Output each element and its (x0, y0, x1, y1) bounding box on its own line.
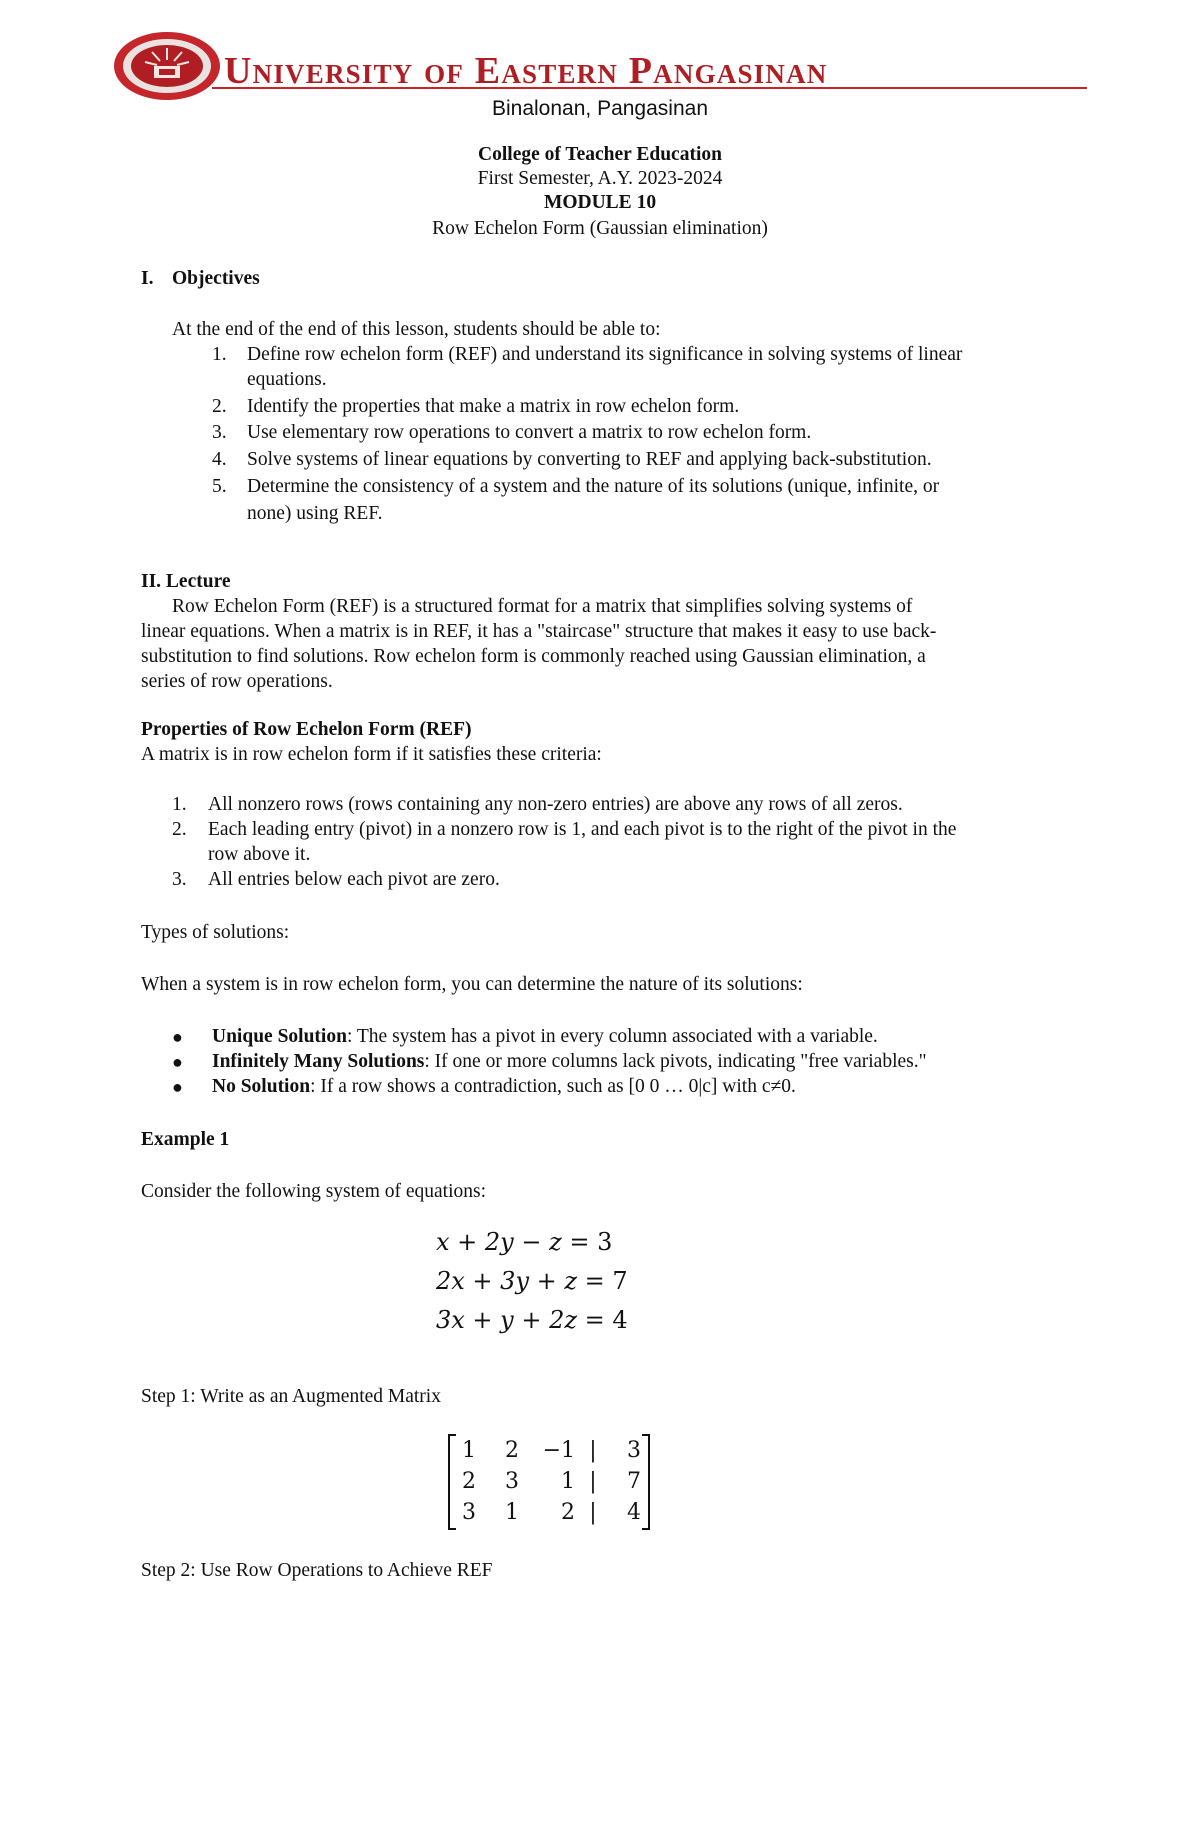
equation-lhs: 3x + y + 2z (436, 1306, 578, 1334)
matrix-cell: −1 (542, 1438, 575, 1463)
equation: 3x + y + 2z = 4 (436, 1306, 628, 1334)
matrix-cell: 2 (505, 1438, 519, 1463)
step-1-label: Step 1: Write as an Augmented Matrix (141, 1386, 441, 1407)
solution-item (212, 1025, 878, 1049)
matrix-row (460, 1466, 641, 1497)
properties-intro: A matrix is in row echelon form if it satisfies these criteria: (141, 744, 602, 765)
objective-text: Use elementary row operations to convert a matrix to row echelon form. (247, 422, 812, 443)
property-number: 3. (172, 869, 187, 890)
solution-description: : If one or more columns lack pivots, indicating "free variables." (424, 1051, 927, 1072)
solution-item (212, 1050, 927, 1074)
matrix-cell: 1 (505, 1500, 519, 1525)
equation: x + 2y − z = 3 (436, 1228, 613, 1256)
objective-text: Solve systems of linear equations by converting to REF and applying back-substitution. (247, 449, 932, 470)
solution-types-intro: When a system is in row echelon form, you can determine the nature of its solutions: (141, 974, 803, 995)
matrix-cell: 2 (561, 1500, 575, 1525)
objective-number: 4. (212, 449, 227, 470)
matrix-separator: | (589, 1469, 597, 1494)
objective-text: Define row echelon form (REF) and understand its significance in solving systems of linear (247, 344, 963, 365)
objectives-number: I. (141, 268, 154, 289)
lecture-paragraph-line: linear equations. When a matrix is in REF, it has a "staircase" structure that makes it easy to use back- (141, 621, 937, 642)
matrix-cell: 7 (627, 1469, 641, 1494)
university-header (0, 0, 1200, 120)
solution-term: Infinitely Many Solutions (212, 1051, 425, 1072)
university-location: Binalonan, Pangasinan (491, 97, 708, 120)
objective-text: Determine the consistency of a system and the nature of its solutions (unique, infinite, or (247, 476, 940, 497)
equation-rhs: 4 (612, 1306, 628, 1334)
objective-text: Identify the properties that make a matrix in row echelon form. (247, 396, 740, 417)
matrix-cell: 4 (627, 1500, 641, 1525)
semester: First Semester, A.Y. 2023-2024 (477, 168, 723, 189)
property-text: Each leading entry (pivot) in a nonzero row is 1, and each pivot is to the right of the pivot in the (208, 819, 957, 840)
objectives-heading: Objectives (172, 268, 260, 289)
solution-item (212, 1075, 796, 1099)
property-number: 1. (172, 794, 187, 815)
matrix-separator: | (589, 1438, 597, 1463)
solution-description: : The system has a pivot in every column associated with a variable. (346, 1026, 878, 1047)
solution-term: No Solution (212, 1076, 311, 1097)
matrix-cell: 3 (505, 1469, 519, 1494)
example-intro: Consider the following system of equations: (141, 1181, 487, 1202)
bullet-icon: ● (172, 1052, 183, 1072)
module-topic: Row Echelon Form (Gaussian elimination) (432, 218, 768, 239)
module-number: MODULE 10 (543, 192, 657, 213)
matrix-grid (460, 1435, 641, 1528)
solution-term: Unique Solution (212, 1026, 347, 1047)
equation-lhs: 2x + 3y + z (436, 1267, 578, 1295)
objective-text: equations. (247, 369, 327, 390)
matrix-cell: 3 (627, 1438, 641, 1463)
equation-rhs: 3 (597, 1228, 613, 1256)
solution-types-label: Types of solutions: (141, 922, 290, 943)
lecture-paragraph-line: Row Echelon Form (REF) is a structured format for a matrix that simplifies solving systems of (172, 596, 913, 617)
objective-number: 5. (212, 476, 227, 497)
objective-text: none) using REF. (247, 503, 383, 524)
lecture-paragraph-line: substitution to find solutions. Row echelon form is commonly reached using Gaussian elimination, a (141, 646, 926, 667)
objective-number: 1. (212, 344, 227, 365)
equation-rhs: 7 (612, 1267, 628, 1295)
properties-heading: Properties of Row Echelon Form (REF) (141, 719, 472, 740)
matrix-row (460, 1497, 641, 1528)
university-seal-icon (112, 30, 222, 102)
university-name: University of Eastern Pangasinan (224, 50, 828, 92)
property-text: row above it. (208, 844, 311, 865)
solution-description: : If a row shows a contradiction, such as [0 0 … 0|c] with c≠0. (310, 1076, 796, 1097)
matrix-separator: | (589, 1500, 597, 1525)
example-heading: Example 1 (141, 1129, 230, 1150)
property-text: All nonzero rows (rows containing any non-zero entries) are above any rows of all zeros. (208, 794, 903, 815)
property-number: 2. (172, 819, 187, 840)
objectives-intro: At the end of the end of this lesson, students should be able to: (172, 319, 661, 340)
objective-number: 2. (212, 396, 227, 417)
college-name: College of Teacher Education (478, 144, 722, 165)
matrix-cell: 2 (462, 1469, 476, 1494)
matrix-cell: 1 (462, 1438, 476, 1463)
step-2-label: Step 2: Use Row Operations to Achieve REF (141, 1560, 493, 1581)
lecture-paragraph-line: series of row operations. (141, 671, 333, 692)
augmented-matrix (446, 1432, 652, 1532)
lecture-heading: II. Lecture (141, 571, 231, 592)
equation: 2x + 3y + z = 7 (436, 1267, 628, 1295)
property-text: All entries below each pivot are zero. (208, 869, 500, 890)
matrix-cell: 3 (462, 1500, 476, 1525)
bullet-icon: ● (172, 1077, 183, 1097)
matrix-cell: 1 (561, 1469, 575, 1494)
equation-system (436, 1228, 696, 1345)
bullet-icon: ● (172, 1027, 183, 1047)
matrix-row (460, 1435, 641, 1466)
objective-number: 3. (212, 422, 227, 443)
equation-lhs: x + 2y − z (436, 1228, 562, 1256)
